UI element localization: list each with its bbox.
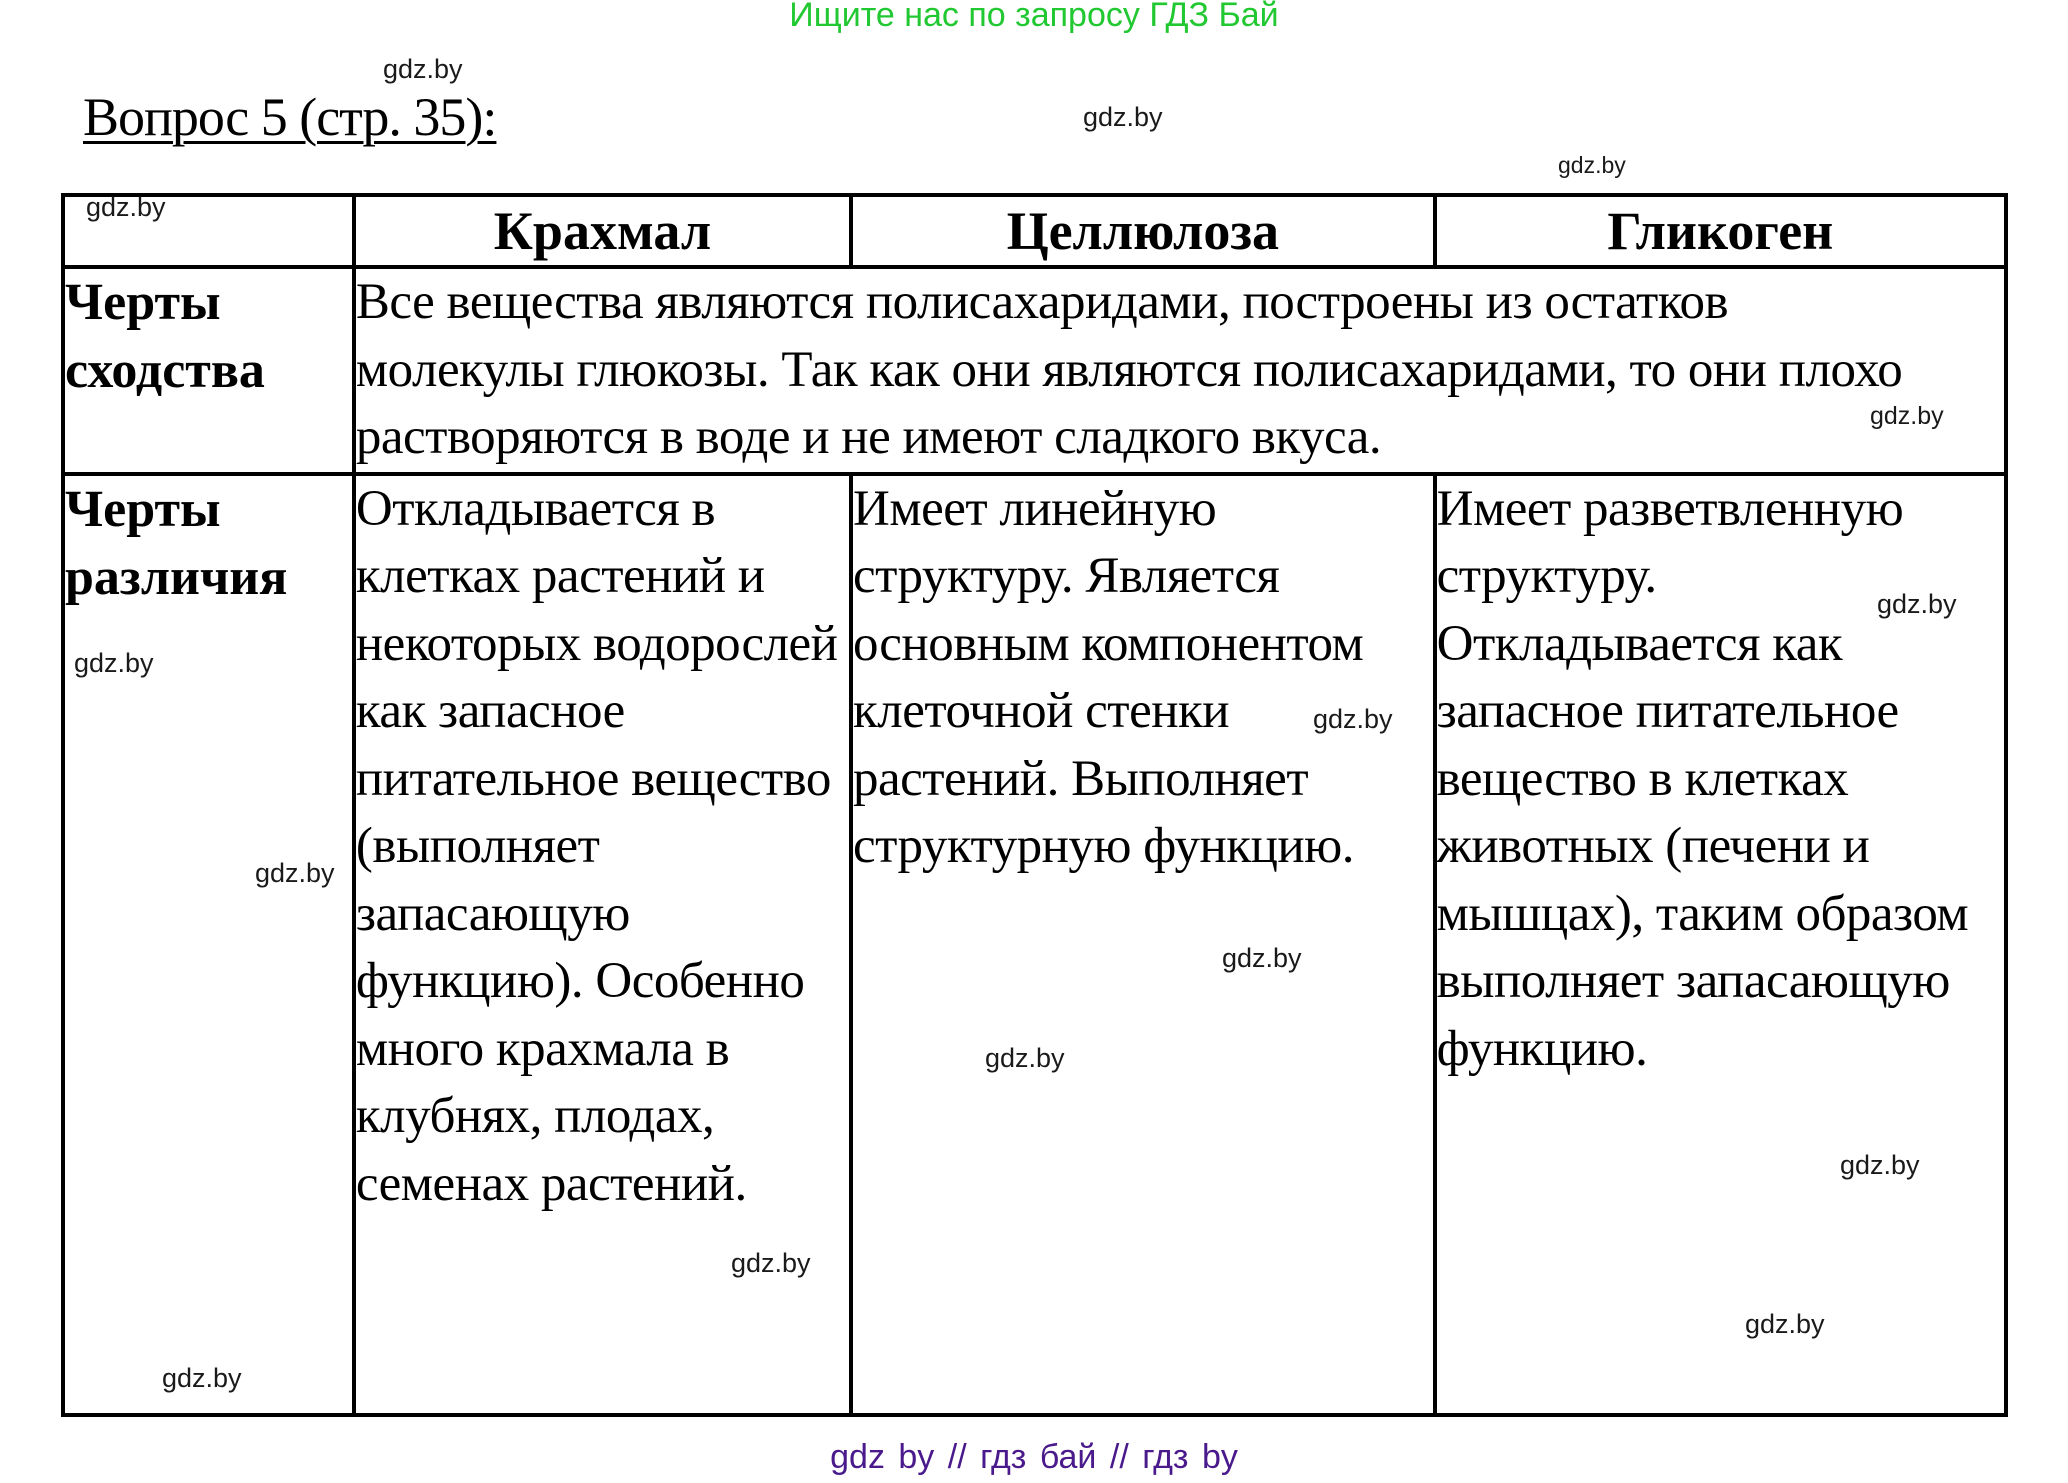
search-banner: Ищите нас по запросу ГДЗ Бай: [789, 0, 1279, 34]
row-label-differences: Черты различия: [63, 474, 354, 1415]
watermark: gdz.by: [1558, 152, 1626, 178]
similarities-text: Все вещества являются полисахаридами, построены из остатков молекулы глюкозы. Так как они являются полисахаридами, то они плохо растворяются в воде и не имеют сладкого вкуса.: [354, 267, 2006, 474]
footer-links: gdz by // гдз бай // гдз by: [830, 1438, 1238, 1476]
watermark: gdz.by: [383, 54, 463, 84]
table-row-similarities: [63, 267, 2006, 474]
cellulose-differences: Имеет линейную структуру. Является основным компонентом клеточной стенки растений. Выполняет структурную функцию.: [851, 474, 1435, 1415]
header-starch: Крахмал: [354, 195, 851, 267]
watermark: gdz.by: [1870, 402, 1944, 430]
table-header-row: [63, 195, 2006, 267]
watermark: gdz.by: [162, 1363, 242, 1393]
header-glycogen: Гликоген: [1435, 195, 2006, 267]
header-cellulose: Целлюлоза: [851, 195, 1435, 267]
page-title: Вопрос 5 (стр. 35):: [83, 87, 497, 147]
watermark: gdz.by: [731, 1248, 811, 1278]
comparison-table: [61, 193, 2008, 1417]
starch-differences: Откладывается в клетках растений и некоторых водорослей как запасное питательное вещество (выполняет запасающую функцию). Особенно много крахмала в клубнях, плодах, семенах растений.: [354, 474, 851, 1415]
watermark: gdz.by: [1877, 589, 1957, 619]
watermark: gdz.by: [1222, 943, 1302, 973]
watermark: gdz.by: [1745, 1309, 1825, 1339]
watermark: gdz.by: [86, 192, 166, 222]
watermark: gdz.by: [985, 1043, 1065, 1073]
table-row-differences: [63, 474, 2006, 1415]
watermark: gdz.by: [1840, 1150, 1920, 1180]
watermark: gdz.by: [1083, 102, 1163, 132]
watermark: gdz.by: [74, 648, 154, 678]
watermark: gdz.by: [255, 858, 335, 888]
watermark: gdz.by: [1313, 704, 1393, 734]
glycogen-differences: Имеет разветвленную структуру. Откладывается как запасное питательное вещество в клетках животных (печени и мышцах), таким образом выполняет запасающую функцию.: [1435, 474, 2006, 1415]
row-label-similarities: Черты сходства: [63, 267, 354, 474]
